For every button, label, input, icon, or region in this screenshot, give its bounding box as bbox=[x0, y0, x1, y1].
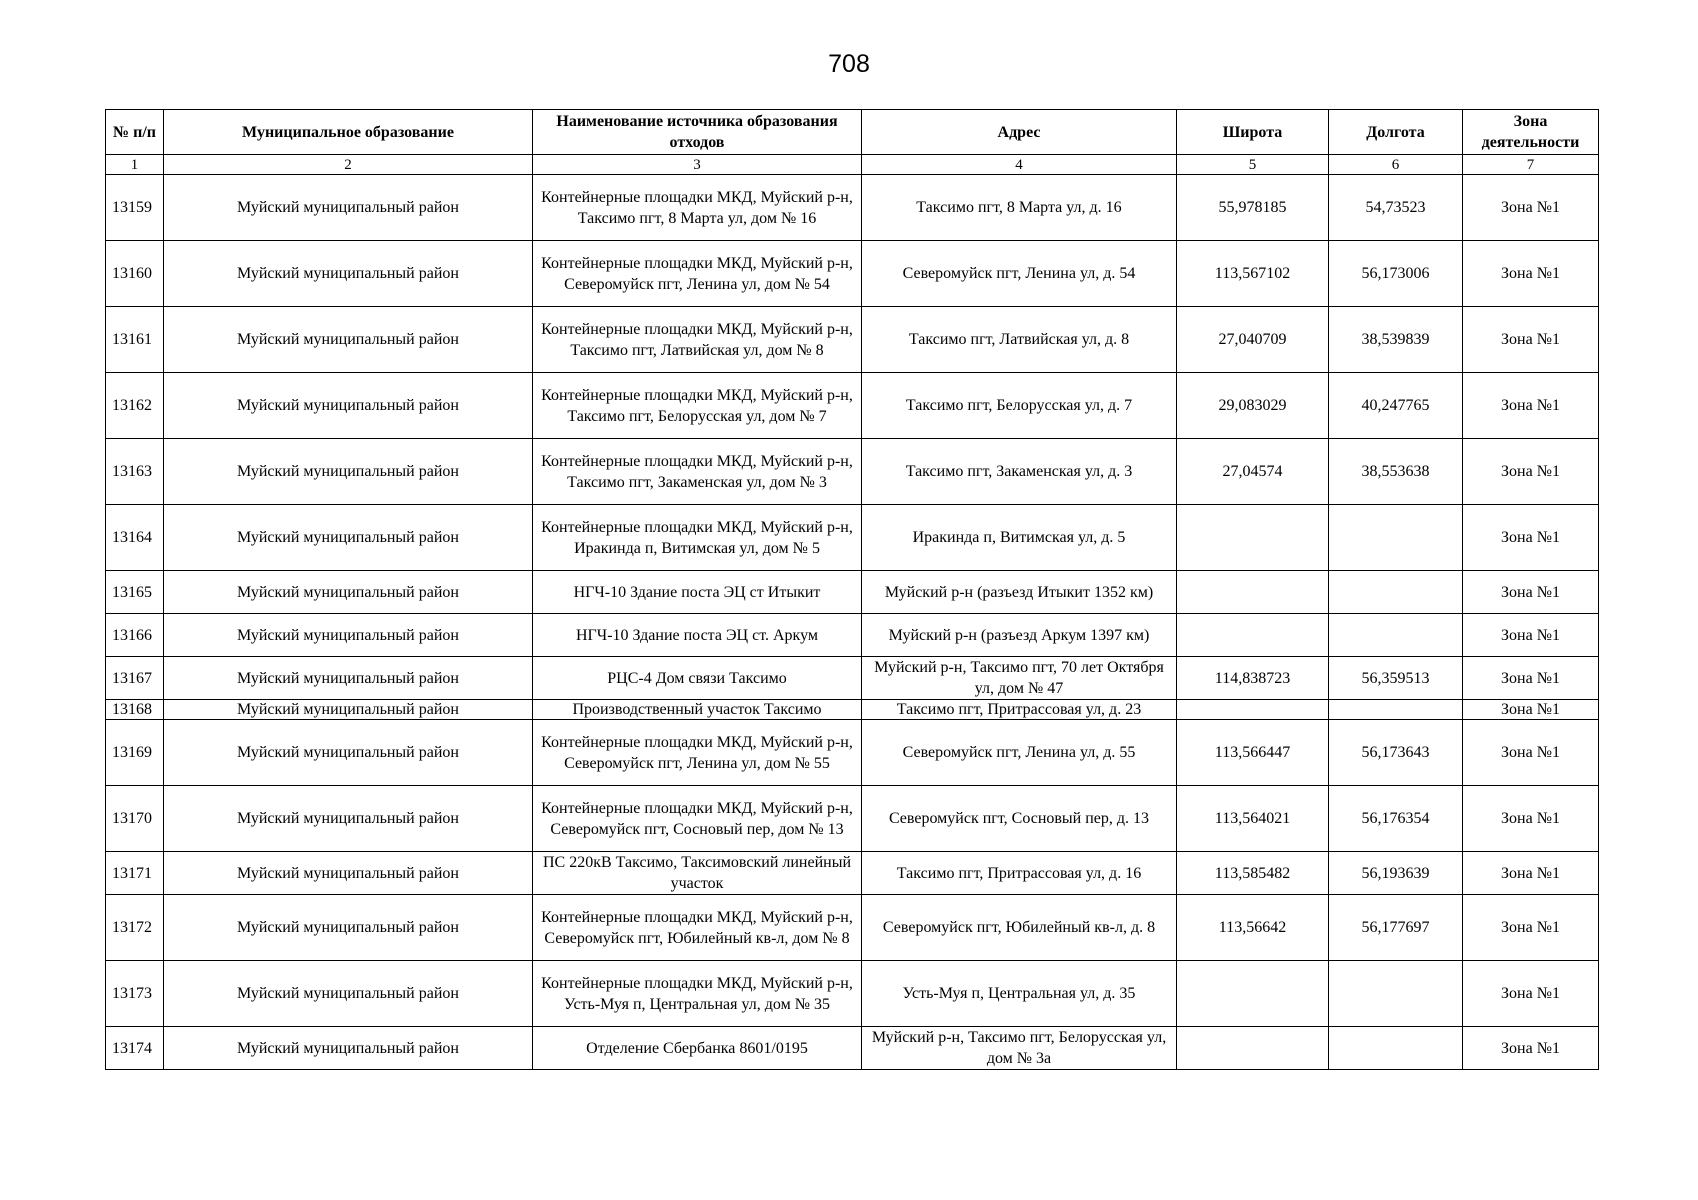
municipality-cell: Муйский муниципальный район bbox=[164, 307, 533, 373]
address-cell: Таксимо пгт, Белорусская ул, д. 7 bbox=[862, 373, 1177, 439]
municipality-cell: Муйский муниципальный район bbox=[164, 720, 533, 786]
address-cell: Таксимо пгт, Притрассовая ул, д. 23 bbox=[862, 700, 1177, 720]
row-number: 13171 bbox=[106, 852, 164, 895]
longitude-cell: 56,359513 bbox=[1329, 657, 1463, 700]
waste-sources-table bbox=[105, 109, 1599, 1070]
longitude-cell: 56,193639 bbox=[1329, 852, 1463, 895]
municipality-cell: Муйский муниципальный район bbox=[164, 786, 533, 852]
source-cell: ПС 220кВ Таксимо, Таксимовский линейный участок bbox=[533, 852, 862, 895]
municipality-cell: Муйский муниципальный район bbox=[164, 439, 533, 505]
source-cell: НГЧ-10 Здание поста ЭЦ ст. Аркум bbox=[533, 614, 862, 657]
latitude-cell bbox=[1177, 571, 1329, 614]
source-cell: Контейнерные площадки МКД, Муйский р-н, Иракинда п, Витимская ул, дом № 5 bbox=[533, 505, 862, 571]
zone-cell: Зона №1 bbox=[1463, 895, 1599, 961]
longitude-cell bbox=[1329, 614, 1463, 657]
row-number: 13160 bbox=[106, 241, 164, 307]
latitude-cell bbox=[1177, 1027, 1329, 1070]
municipality-cell: Муйский муниципальный район bbox=[164, 895, 533, 961]
source-cell: Контейнерные площадки МКД, Муйский р-н, Северомуйск пгт, Юбилейный кв-л, дом № 8 bbox=[533, 895, 862, 961]
table-row bbox=[106, 373, 1599, 439]
column-number: 5 bbox=[1177, 155, 1329, 175]
table-row bbox=[106, 700, 1599, 720]
row-number: 13173 bbox=[106, 961, 164, 1027]
zone-cell: Зона №1 bbox=[1463, 852, 1599, 895]
zone-cell: Зона №1 bbox=[1463, 961, 1599, 1027]
municipality-cell: Муйский муниципальный район bbox=[164, 961, 533, 1027]
column-number: 2 bbox=[164, 155, 533, 175]
address-cell: Муйский р-н (разъезд Аркум 1397 км) bbox=[862, 614, 1177, 657]
address-cell: Северомуйск пгт, Сосновый пер, д. 13 bbox=[862, 786, 1177, 852]
address-cell: Муйский р-н, Таксимо пгт, Белорусская ул, дом № 3а bbox=[862, 1027, 1177, 1070]
latitude-cell bbox=[1177, 614, 1329, 657]
source-cell: Контейнерные площадки МКД, Муйский р-н, Северомуйск пгт, Сосновый пер, дом № 13 bbox=[533, 786, 862, 852]
address-cell: Северомуйск пгт, Ленина ул, д. 55 bbox=[862, 720, 1177, 786]
table-row bbox=[106, 571, 1599, 614]
row-number: 13167 bbox=[106, 657, 164, 700]
source-cell: Контейнерные площадки МКД, Муйский р-н, Усть-Муя п, Центральная ул, дом № 35 bbox=[533, 961, 862, 1027]
row-number: 13170 bbox=[106, 786, 164, 852]
zone-cell: Зона №1 bbox=[1463, 373, 1599, 439]
page-number: 708 bbox=[828, 50, 870, 78]
table-row bbox=[106, 241, 1599, 307]
source-cell: Контейнерные площадки МКД, Муйский р-н, Таксимо пгт, Белорусская ул, дом № 7 bbox=[533, 373, 862, 439]
header-row bbox=[106, 110, 1599, 155]
source-cell: Контейнерные площадки МКД, Муйский р-н, Таксимо пгт, Латвийская ул, дом № 8 bbox=[533, 307, 862, 373]
source-cell: Контейнерные площадки МКД, Муйский р-н, Таксимо пгт, 8 Марта ул, дом № 16 bbox=[533, 175, 862, 241]
municipality-cell: Муйский муниципальный район bbox=[164, 614, 533, 657]
address-cell: Иракинда п, Витимская ул, д. 5 bbox=[862, 505, 1177, 571]
column-number: 1 bbox=[106, 155, 164, 175]
row-number: 13159 bbox=[106, 175, 164, 241]
table-row bbox=[106, 852, 1599, 895]
municipality-cell: Муйский муниципальный район bbox=[164, 700, 533, 720]
zone-cell: Зона №1 bbox=[1463, 439, 1599, 505]
longitude-cell: 56,177697 bbox=[1329, 895, 1463, 961]
column-number: 4 bbox=[862, 155, 1177, 175]
source-cell: РЦС-4 Дом связи Таксимо bbox=[533, 657, 862, 700]
address-cell: Таксимо пгт, 8 Марта ул, д. 16 bbox=[862, 175, 1177, 241]
latitude-cell: 55,978185 bbox=[1177, 175, 1329, 241]
latitude-cell bbox=[1177, 505, 1329, 571]
table-row bbox=[106, 961, 1599, 1027]
longitude-cell: 38,539839 bbox=[1329, 307, 1463, 373]
row-number: 13168 bbox=[106, 700, 164, 720]
table-row bbox=[106, 505, 1599, 571]
table-row bbox=[106, 657, 1599, 700]
header-zone: Зона деятельности bbox=[1463, 110, 1599, 155]
table-row bbox=[106, 720, 1599, 786]
zone-cell: Зона №1 bbox=[1463, 571, 1599, 614]
longitude-cell: 38,553638 bbox=[1329, 439, 1463, 505]
zone-cell: Зона №1 bbox=[1463, 720, 1599, 786]
address-cell: Таксимо пгт, Латвийская ул, д. 8 bbox=[862, 307, 1177, 373]
address-cell: Усть-Муя п, Центральная ул, д. 35 bbox=[862, 961, 1177, 1027]
latitude-cell: 113,564021 bbox=[1177, 786, 1329, 852]
latitude-cell: 114,838723 bbox=[1177, 657, 1329, 700]
longitude-cell: 40,247765 bbox=[1329, 373, 1463, 439]
address-cell: Северомуйск пгт, Юбилейный кв-л, д. 8 bbox=[862, 895, 1177, 961]
source-cell: НГЧ-10 Здание поста ЭЦ ст Итыкит bbox=[533, 571, 862, 614]
latitude-cell: 29,083029 bbox=[1177, 373, 1329, 439]
table-row bbox=[106, 1027, 1599, 1070]
municipality-cell: Муйский муниципальный район bbox=[164, 505, 533, 571]
address-cell: Таксимо пгт, Закаменская ул, д. 3 bbox=[862, 439, 1177, 505]
row-number: 13165 bbox=[106, 571, 164, 614]
table-row bbox=[106, 307, 1599, 373]
municipality-cell: Муйский муниципальный район bbox=[164, 175, 533, 241]
zone-cell: Зона №1 bbox=[1463, 175, 1599, 241]
zone-cell: Зона №1 bbox=[1463, 614, 1599, 657]
column-number: 3 bbox=[533, 155, 862, 175]
zone-cell: Зона №1 bbox=[1463, 657, 1599, 700]
zone-cell: Зона №1 bbox=[1463, 786, 1599, 852]
row-number: 13161 bbox=[106, 307, 164, 373]
latitude-cell: 27,04574 bbox=[1177, 439, 1329, 505]
row-number: 13166 bbox=[106, 614, 164, 657]
row-number: 13164 bbox=[106, 505, 164, 571]
address-cell: Муйский р-н (разъезд Итыкит 1352 км) bbox=[862, 571, 1177, 614]
table-row bbox=[106, 614, 1599, 657]
latitude-cell: 113,585482 bbox=[1177, 852, 1329, 895]
municipality-cell: Муйский муниципальный район bbox=[164, 852, 533, 895]
address-cell: Муйский р-н, Таксимо пгт, 70 лет Октября ул, дом № 47 bbox=[862, 657, 1177, 700]
longitude-cell bbox=[1329, 505, 1463, 571]
latitude-cell: 113,566447 bbox=[1177, 720, 1329, 786]
municipality-cell: Муйский муниципальный район bbox=[164, 571, 533, 614]
municipality-cell: Муйский муниципальный район bbox=[164, 1027, 533, 1070]
zone-cell: Зона №1 bbox=[1463, 1027, 1599, 1070]
latitude-cell bbox=[1177, 961, 1329, 1027]
header-number: № п/п bbox=[106, 110, 164, 155]
table-row bbox=[106, 175, 1599, 241]
address-cell: Северомуйск пгт, Ленина ул, д. 54 bbox=[862, 241, 1177, 307]
source-cell: Контейнерные площадки МКД, Муйский р-н, Северомуйск пгт, Ленина ул, дом № 55 bbox=[533, 720, 862, 786]
longitude-cell: 54,73523 bbox=[1329, 175, 1463, 241]
longitude-cell: 56,176354 bbox=[1329, 786, 1463, 852]
longitude-cell bbox=[1329, 571, 1463, 614]
row-number: 13162 bbox=[106, 373, 164, 439]
header-address: Адрес bbox=[862, 110, 1177, 155]
row-number: 13169 bbox=[106, 720, 164, 786]
column-number: 6 bbox=[1329, 155, 1463, 175]
address-cell: Таксимо пгт, Притрассовая ул, д. 16 bbox=[862, 852, 1177, 895]
longitude-cell: 56,173643 bbox=[1329, 720, 1463, 786]
source-cell: Контейнерные площадки МКД, Муйский р-н, Северомуйск пгт, Ленина ул, дом № 54 bbox=[533, 241, 862, 307]
longitude-cell bbox=[1329, 700, 1463, 720]
zone-cell: Зона №1 bbox=[1463, 505, 1599, 571]
zone-cell: Зона №1 bbox=[1463, 700, 1599, 720]
longitude-cell: 56,173006 bbox=[1329, 241, 1463, 307]
latitude-cell: 113,56642 bbox=[1177, 895, 1329, 961]
column-number: 7 bbox=[1463, 155, 1599, 175]
municipality-cell: Муйский муниципальный район bbox=[164, 241, 533, 307]
latitude-cell: 27,040709 bbox=[1177, 307, 1329, 373]
longitude-cell bbox=[1329, 961, 1463, 1027]
header-source: Наименование источника образования отходов bbox=[533, 110, 862, 155]
row-number: 13174 bbox=[106, 1027, 164, 1070]
source-cell: Производственный участок Таксимо bbox=[533, 700, 862, 720]
column-number-row bbox=[106, 155, 1599, 175]
source-cell: Отделение Сбербанка 8601/0195 bbox=[533, 1027, 862, 1070]
table-row bbox=[106, 786, 1599, 852]
zone-cell: Зона №1 bbox=[1463, 241, 1599, 307]
row-number: 13163 bbox=[106, 439, 164, 505]
header-longitude: Долгота bbox=[1329, 110, 1463, 155]
table-row bbox=[106, 439, 1599, 505]
zone-cell: Зона №1 bbox=[1463, 307, 1599, 373]
latitude-cell: 113,567102 bbox=[1177, 241, 1329, 307]
municipality-cell: Муйский муниципальный район bbox=[164, 373, 533, 439]
row-number: 13172 bbox=[106, 895, 164, 961]
longitude-cell bbox=[1329, 1027, 1463, 1070]
header-municipality: Муниципальное образование bbox=[164, 110, 533, 155]
header-latitude: Широта bbox=[1177, 110, 1329, 155]
latitude-cell bbox=[1177, 700, 1329, 720]
table-row bbox=[106, 895, 1599, 961]
source-cell: Контейнерные площадки МКД, Муйский р-н, Таксимо пгт, Закаменская ул, дом № 3 bbox=[533, 439, 862, 505]
municipality-cell: Муйский муниципальный район bbox=[164, 657, 533, 700]
